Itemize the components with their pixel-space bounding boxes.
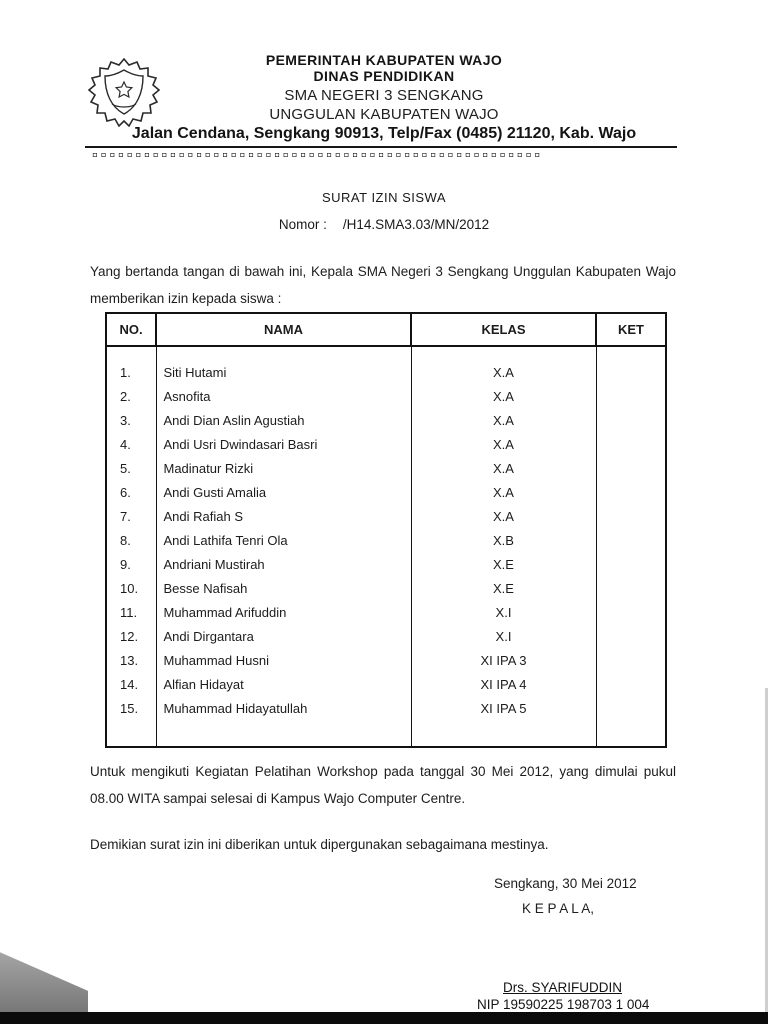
cell-kelas: XI IPA 3 — [411, 649, 596, 673]
cell-nama: Muhammad Hidayatullah — [156, 697, 411, 721]
table-row — [106, 649, 666, 673]
table-row — [106, 505, 666, 529]
table-header-row — [106, 313, 666, 346]
signature-nip: NIP 19590225 198703 1 004 — [477, 997, 650, 1012]
cell-kelas: X.A — [411, 361, 596, 385]
student-table — [105, 312, 667, 748]
cell-kelas: XI IPA 4 — [411, 673, 596, 697]
cell-kelas: X.A — [411, 457, 596, 481]
cell-ket — [596, 553, 666, 577]
signature-place-date: Sengkang, 30 Mei 2012 — [494, 876, 637, 891]
cell-no: 5. — [106, 457, 156, 481]
cell-no: 10. — [106, 577, 156, 601]
scan-bottom-bar — [0, 1012, 768, 1024]
table-row — [106, 553, 666, 577]
cell-nama: Besse Nafisah — [156, 577, 411, 601]
student-table-body — [106, 346, 666, 747]
letterhead — [0, 52, 768, 144]
cell-nama: Andi Usri Dwindasari Basri — [156, 433, 411, 457]
letter-title: SURAT IZIN SISWA — [321, 190, 447, 205]
table-row — [106, 481, 666, 505]
letter-number-line — [0, 217, 768, 232]
cell-no: 6. — [106, 481, 156, 505]
table-row — [106, 601, 666, 625]
cell-kelas: X.A — [411, 433, 596, 457]
cell-ket — [596, 361, 666, 385]
cell-nama: Muhammad Arifuddin — [156, 601, 411, 625]
cell-ket — [596, 433, 666, 457]
cell-no: 13. — [106, 649, 156, 673]
cell-nama: Madinatur Rizki — [156, 457, 411, 481]
cell-no: 7. — [106, 505, 156, 529]
cell-nama: Andi Rafiah S — [156, 505, 411, 529]
table-row — [106, 433, 666, 457]
cell-ket — [596, 601, 666, 625]
opening-paragraph: Yang bertanda tangan di bawah ini, Kepala SMA Negeri 3 Sengkang Unggulan Kabupaten Wajo memberikan izin kepada siswa : — [90, 264, 676, 306]
cell-no: 9. — [106, 553, 156, 577]
table-row — [106, 577, 666, 601]
letter-number-label: Nomor : — [278, 217, 327, 232]
letter-number-value: /H14.SMA3.03/MN/2012 — [342, 217, 490, 232]
cell-no: 15. — [106, 697, 156, 721]
cell-nama: Andi Dirgantara — [156, 625, 411, 649]
table-row — [106, 673, 666, 697]
cell-ket — [596, 673, 666, 697]
decorative-square-border: ▫▫▫▫▫▫▫▫▫▫▫▫▫▫▫▫▫▫▫▫▫▫▫▫▫▫▫▫▫▫▫▫▫▫▫▫▫▫▫▫▫▫▫▫▫▫▫▫▫▫▫▫ — [92, 148, 543, 164]
col-header-kelas: KELAS — [411, 313, 596, 346]
col-header-ket: KET — [596, 313, 666, 346]
cell-kelas: X.I — [411, 625, 596, 649]
school-crest-icon — [86, 56, 162, 136]
school-address: Jalan Cendana, Sengkang 90913, Telp/Fax (0485) 21120, Kab. Wajo — [131, 125, 637, 142]
school-name: SMA NEGERI 3 SENGKANG — [284, 87, 484, 104]
cell-nama: Andi Dian Aslin Agustiah — [156, 409, 411, 433]
cell-no: 8. — [106, 529, 156, 553]
table-row — [106, 409, 666, 433]
col-header-no: NO. — [106, 313, 156, 346]
spacer-row-bottom — [106, 721, 666, 747]
cell-ket — [596, 649, 666, 673]
table-row — [106, 457, 666, 481]
purpose-paragraph: Untuk mengikuti Kegiatan Pelatihan Workshop pada tanggal 30 Mei 2012, yang dimulai pukul 08.00 WITA sampai selesai di Kampus Wajo Computer Centre. — [90, 764, 676, 806]
signature-role: K E P A L A, — [522, 901, 595, 916]
cell-ket — [596, 457, 666, 481]
cell-ket — [596, 505, 666, 529]
cell-kelas: X.I — [411, 601, 596, 625]
cell-nama: Andi Gusti Amalia — [156, 481, 411, 505]
table-row — [106, 529, 666, 553]
cell-nama: Alfian Hidayat — [156, 673, 411, 697]
table-row — [106, 385, 666, 409]
table-row — [106, 697, 666, 721]
cell-nama: Siti Hutami — [156, 361, 411, 385]
cell-ket — [596, 697, 666, 721]
government-name: PEMERINTAH KABUPATEN WAJO — [265, 52, 503, 68]
cell-ket — [596, 577, 666, 601]
school-subtitle: UNGGULAN KABUPATEN WAJO — [269, 106, 499, 123]
cell-ket — [596, 481, 666, 505]
cell-kelas: X.A — [411, 481, 596, 505]
cell-ket — [596, 625, 666, 649]
cell-no: 12. — [106, 625, 156, 649]
cell-kelas: X.A — [411, 409, 596, 433]
cell-no: 11. — [106, 601, 156, 625]
cell-kelas: X.E — [411, 577, 596, 601]
scan-corner-artifact — [0, 944, 88, 1013]
cell-nama: Muhammad Husni — [156, 649, 411, 673]
cell-ket — [596, 409, 666, 433]
cell-nama: Andriani Mustirah — [156, 553, 411, 577]
cell-ket — [596, 529, 666, 553]
department-name: DINAS PENDIDIKAN — [313, 68, 455, 84]
cell-kelas: X.A — [411, 385, 596, 409]
cell-kelas: X.B — [411, 529, 596, 553]
cell-kelas: X.A — [411, 505, 596, 529]
cell-no: 3. — [106, 409, 156, 433]
cell-ket — [596, 385, 666, 409]
table-row — [106, 625, 666, 649]
cell-kelas: X.E — [411, 553, 596, 577]
cell-no: 1. — [106, 361, 156, 385]
signature-name: Drs. SYARIFUDDIN — [503, 980, 623, 995]
closing-paragraph: Demikian surat izin ini diberikan untuk dipergunakan sebagaimana mestinya. — [90, 837, 549, 852]
table-row — [106, 361, 666, 385]
cell-no: 4. — [106, 433, 156, 457]
cell-nama: Asnofita — [156, 385, 411, 409]
cell-no: 2. — [106, 385, 156, 409]
spacer-row-top — [106, 346, 666, 361]
cell-nama: Andi Lathifa Tenri Ola — [156, 529, 411, 553]
col-header-nama: NAMA — [156, 313, 411, 346]
cell-no: 14. — [106, 673, 156, 697]
cell-kelas: XI IPA 5 — [411, 697, 596, 721]
